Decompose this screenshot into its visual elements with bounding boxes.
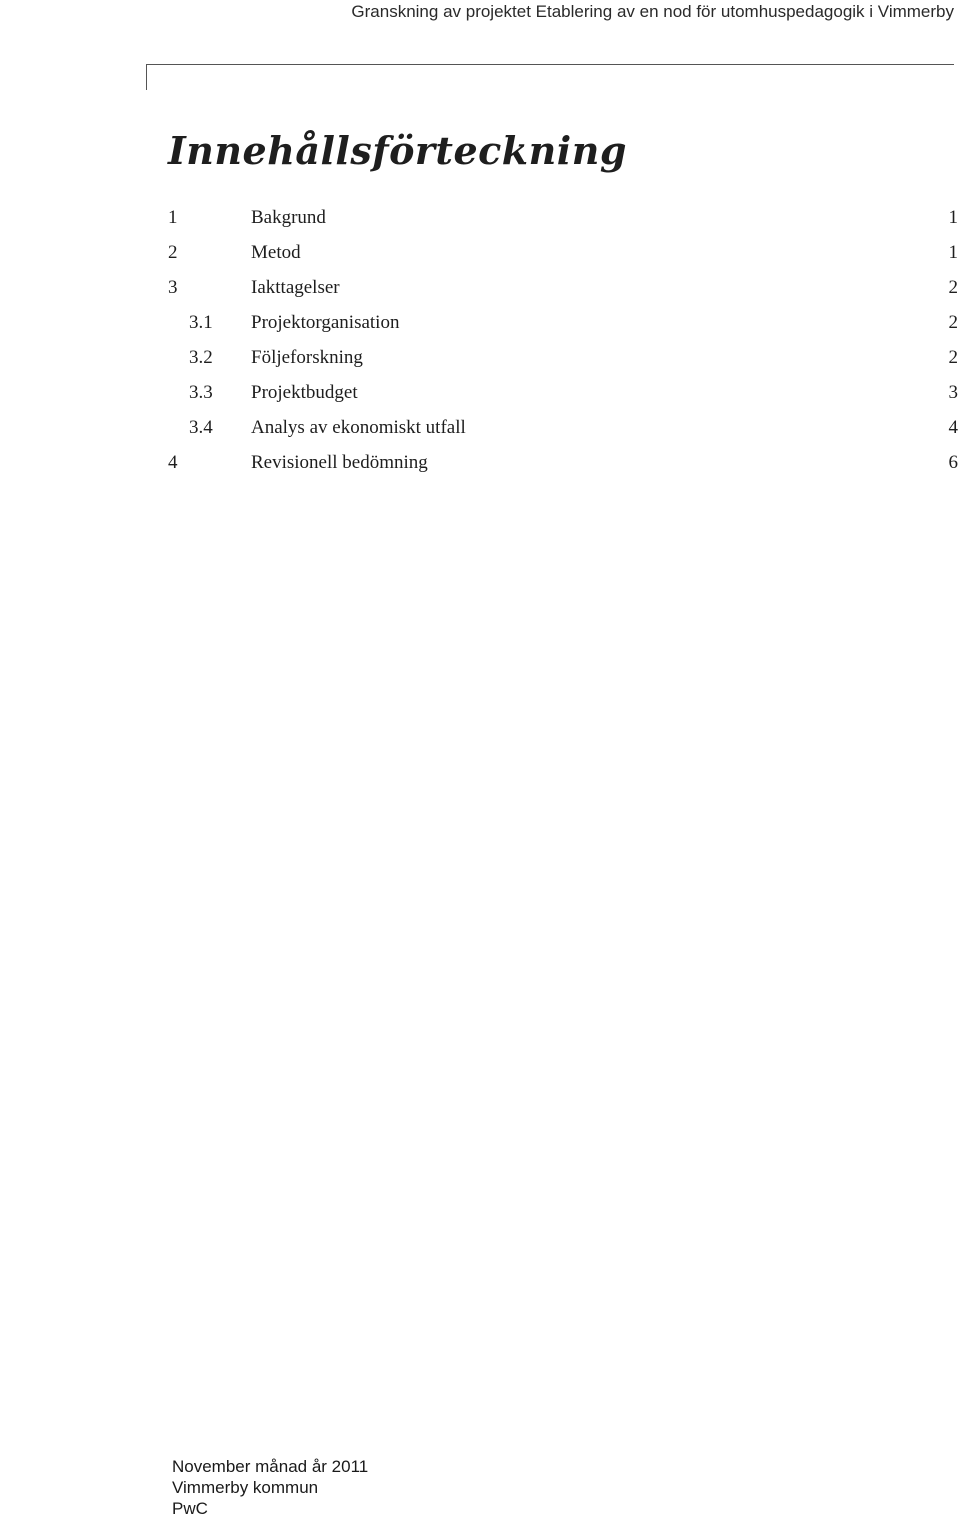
header-rule [146, 64, 954, 65]
toc-entry-number: 2 [168, 242, 178, 263]
header-rule-tick [146, 64, 147, 90]
toc-entry-page: 2 [948, 277, 958, 298]
toc-entry-label: Projektorganisation [251, 312, 400, 333]
toc-entry-number: 3.4 [189, 417, 213, 438]
page-footer [172, 1456, 368, 1519]
toc-entry-label: Bakgrund [251, 207, 326, 228]
running-header: Granskning av projektet Etablering av en nod för utomhuspedagogik i Vimmerby [351, 2, 954, 21]
toc-entry-page: 2 [948, 312, 958, 333]
toc-entry-page: 2 [948, 347, 958, 368]
toc-entry-page: 1 [948, 242, 958, 263]
toc-title: Innehållsförteckning [168, 128, 627, 173]
toc-entry-number: 1 [168, 207, 178, 228]
toc-entry-page: 6 [948, 452, 958, 473]
toc-entry-label: Revisionell bedömning [251, 452, 428, 473]
toc-entry-label: Projektbudget [251, 382, 358, 403]
toc-entry-number: 3.2 [189, 347, 213, 368]
toc-subentry[interactable] [0, 377, 960, 412]
toc-subentry[interactable] [0, 342, 960, 377]
footer-organization: Vimmerby kommun [172, 1478, 319, 1497]
toc-entry-page: 3 [948, 382, 958, 403]
toc-entry-page: 4 [948, 417, 958, 438]
footer-date: November månad år 2011 [172, 1457, 369, 1476]
toc-entry[interactable] [0, 202, 960, 237]
toc-entry-number: 4 [168, 452, 178, 473]
toc-entry-label: Följeforskning [251, 347, 363, 368]
toc-entry-label: Analys av ekonomiskt utfall [251, 417, 466, 438]
toc-entry[interactable] [0, 447, 960, 482]
table-of-contents [0, 202, 960, 482]
toc-entry-page: 1 [948, 207, 958, 228]
toc-entry-number: 3.3 [189, 382, 213, 403]
toc-entry-label: Iakttagelser [251, 277, 340, 298]
toc-entry[interactable] [0, 237, 960, 272]
toc-subentry[interactable] [0, 412, 960, 447]
toc-entry-label: Metod [251, 242, 301, 263]
toc-entry-number: 3 [168, 277, 178, 298]
toc-subentry[interactable] [0, 307, 960, 342]
footer-author: PwC [172, 1499, 208, 1518]
toc-entry[interactable] [0, 272, 960, 307]
toc-entry-number: 3.1 [189, 312, 213, 333]
